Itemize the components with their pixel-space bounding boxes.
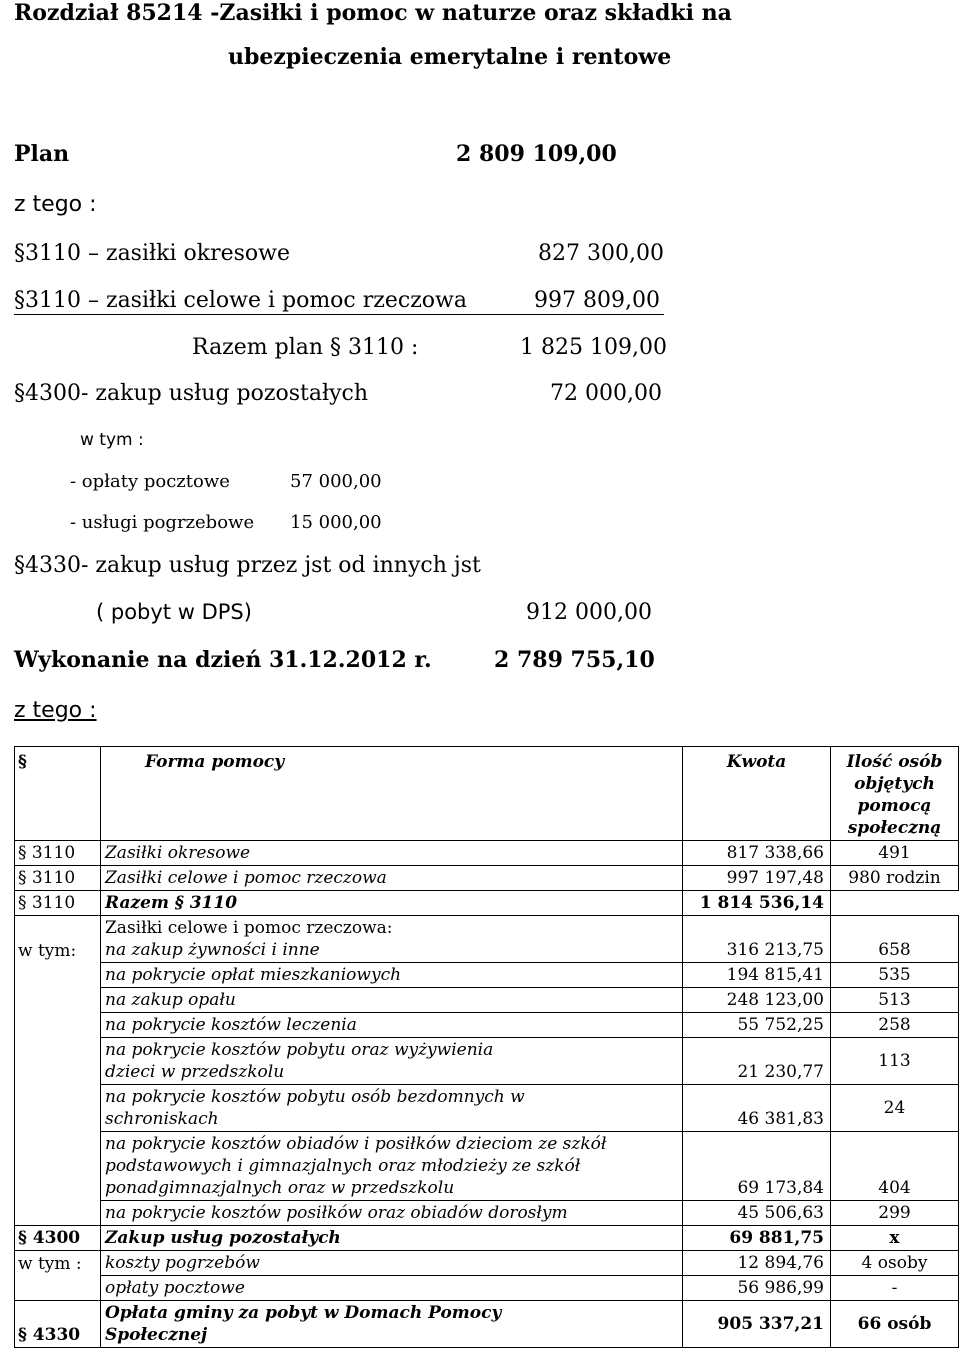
plan-z-tego: z tego : bbox=[14, 192, 97, 217]
plan-sub-pocztowe-value: 57 000,00 bbox=[290, 471, 382, 492]
row-forma-heading: Zasiłki celowe i pomoc rzeczowa: bbox=[105, 918, 393, 938]
row-ilosc: - bbox=[831, 1276, 959, 1301]
table-row bbox=[15, 1226, 959, 1251]
row-forma: Zasiłki celowe i pomoc rzeczowa bbox=[101, 866, 683, 891]
row-ilosc: 258 bbox=[831, 1013, 959, 1038]
table-row bbox=[15, 1301, 959, 1348]
row-ilosc bbox=[831, 891, 959, 916]
row-kwota: 45 506,63 bbox=[683, 1201, 831, 1226]
table-row bbox=[15, 963, 959, 988]
row-ilosc: 491 bbox=[831, 841, 959, 866]
row-ilosc: 113 bbox=[831, 1038, 959, 1085]
table-row bbox=[15, 891, 959, 916]
wykonanie-label: Wykonanie na dzień 31.12.2012 r. bbox=[14, 647, 432, 673]
table-row bbox=[15, 866, 959, 891]
row-par: w tym: bbox=[15, 916, 101, 963]
row-ilosc: x bbox=[831, 1226, 959, 1251]
row-kwota: 69 881,75 bbox=[683, 1226, 831, 1251]
row-kwota: 69 173,84 bbox=[683, 1132, 831, 1201]
title-line-2: ubezpieczenia emerytalne i rentowe bbox=[228, 44, 672, 70]
title-line-1: Rozdział 85214 -Zasiłki i pomoc w naturze oraz składki na bbox=[14, 0, 732, 26]
header-ilosc: Ilość osób objętych pomocą społeczną bbox=[831, 747, 959, 841]
row-forma: Opłata gminy za pobyt w Domach Pomocy Społecznej bbox=[101, 1301, 683, 1348]
plan-row-3110-celowe-value: 997 809,00 bbox=[534, 288, 660, 313]
row-par: § 3110 bbox=[15, 841, 101, 866]
row-kwota: 997 197,48 bbox=[683, 866, 831, 891]
plan-row-4300-value: 72 000,00 bbox=[550, 381, 662, 406]
row-par bbox=[15, 963, 101, 988]
plan-sub-pocztowe-label: - opłaty pocztowe bbox=[70, 471, 230, 492]
plan-row-3110-celowe-label: §3110 – zasiłki celowe i pomoc rzeczowa bbox=[14, 288, 467, 313]
row-kwota: 817 338,66 bbox=[683, 841, 831, 866]
plan-row-4330-sublabel: ( pobyt w DPS) bbox=[96, 600, 252, 624]
plan-row-3110-okresowe-label: §3110 – zasiłki okresowe bbox=[14, 241, 290, 266]
table-header bbox=[15, 747, 959, 841]
row-par bbox=[15, 1085, 101, 1132]
row-par bbox=[15, 988, 101, 1013]
table-row bbox=[15, 988, 959, 1013]
row-par bbox=[15, 1276, 101, 1301]
row-kwota: 46 381,83 bbox=[683, 1085, 831, 1132]
row-par: § 4300 bbox=[15, 1226, 101, 1251]
row-par: § 3110 bbox=[15, 891, 101, 916]
table-row bbox=[15, 1251, 959, 1276]
plan-row-4330-value: 912 000,00 bbox=[526, 600, 652, 625]
row-forma: na pokrycie kosztów posiłków oraz obiadów dorosłym bbox=[101, 1201, 683, 1226]
plan-row-4300-label: §4300- zakup usług pozostałych bbox=[14, 381, 368, 406]
table-row bbox=[15, 1201, 959, 1226]
header-kwota: Kwota bbox=[683, 747, 831, 841]
row-par: § 3110 bbox=[15, 866, 101, 891]
row-forma: na pokrycie kosztów pobytu osób bezdomnych w schroniskach bbox=[101, 1085, 683, 1132]
plan-sub-pogrzebowe-value: 15 000,00 bbox=[290, 512, 382, 533]
row-ilosc: 299 bbox=[831, 1201, 959, 1226]
row-kwota: 12 894,76 bbox=[683, 1251, 831, 1276]
plan-sub-pogrzebowe-label: - usługi pogrzebowe bbox=[70, 512, 255, 533]
table-row bbox=[15, 1038, 959, 1085]
row-par: w tym : bbox=[15, 1251, 101, 1276]
plan-razem-value: 1 825 109,00 bbox=[520, 335, 667, 360]
row-forma: na zakup żywności i inne bbox=[105, 940, 320, 960]
wykonanie-z-tego: z tego : bbox=[14, 698, 97, 723]
row-kwota: 21 230,77 bbox=[683, 1038, 831, 1085]
plan-razem-label: Razem plan § 3110 : bbox=[192, 335, 419, 360]
wykonanie-value: 2 789 755,10 bbox=[494, 647, 655, 673]
row-ilosc: 535 bbox=[831, 963, 959, 988]
row-kwota: 905 337,21 bbox=[683, 1301, 831, 1348]
row-forma: na pokrycie kosztów obiadów i posiłków dzieciom ze szkół podstawowych i gimnazjalnych oraz młodzieży ze szkół ponadgimnazjalnych oraz w przedszkolu bbox=[101, 1132, 683, 1201]
row-forma: koszty pogrzebów bbox=[101, 1251, 683, 1276]
row-kwota: 194 815,41 bbox=[683, 963, 831, 988]
row-ilosc: 66 osób bbox=[831, 1301, 959, 1348]
plan-row-3110-okresowe-value: 827 300,00 bbox=[538, 241, 664, 266]
plan-w-tym: w tym : bbox=[80, 430, 144, 450]
plan-label: Plan bbox=[14, 141, 70, 167]
header-forma: Forma pomocy bbox=[101, 747, 683, 841]
row-par bbox=[15, 1132, 101, 1201]
row-kwota: 248 123,00 bbox=[683, 988, 831, 1013]
row-kwota: 1 814 536,14 bbox=[683, 891, 831, 916]
row-forma: Razem § 3110 bbox=[101, 891, 683, 916]
table-row bbox=[15, 1132, 959, 1201]
plan-sum-rule bbox=[14, 314, 664, 315]
plan-row-4330-label: §4330- zakup usług przez jst od innych jst bbox=[14, 553, 481, 578]
row-par bbox=[15, 1038, 101, 1085]
row-forma: na pokrycie kosztów pobytu oraz wyżywienia dzieci w przedszkolu bbox=[101, 1038, 683, 1085]
execution-table bbox=[14, 746, 959, 1348]
table-row bbox=[15, 1085, 959, 1132]
row-forma: na zakup opału bbox=[101, 988, 683, 1013]
table-row bbox=[15, 1013, 959, 1038]
row-forma: na pokrycie kosztów leczenia bbox=[101, 1013, 683, 1038]
row-ilosc: 404 bbox=[831, 1132, 959, 1201]
row-ilosc: 24 bbox=[831, 1085, 959, 1132]
plan-value: 2 809 109,00 bbox=[456, 141, 617, 167]
row-forma: opłaty pocztowe bbox=[101, 1276, 683, 1301]
row-ilosc: 980 rodzin bbox=[831, 866, 959, 891]
table-row bbox=[15, 841, 959, 866]
row-par bbox=[15, 1013, 101, 1038]
row-kwota: 316 213,75 bbox=[683, 916, 831, 963]
row-ilosc: 513 bbox=[831, 988, 959, 1013]
row-par: § 4330 bbox=[15, 1301, 101, 1348]
row-forma: Zakup usług pozostałych bbox=[101, 1226, 683, 1251]
row-kwota: 56 986,99 bbox=[683, 1276, 831, 1301]
header-paragraph: § bbox=[15, 747, 101, 841]
table-row bbox=[15, 916, 959, 963]
table-row bbox=[15, 1276, 959, 1301]
row-ilosc: 658 bbox=[831, 916, 959, 963]
row-par bbox=[15, 1201, 101, 1226]
row-forma: Zasiłki okresowe bbox=[101, 841, 683, 866]
row-kwota: 55 752,25 bbox=[683, 1013, 831, 1038]
row-forma: na pokrycie opłat mieszkaniowych bbox=[101, 963, 683, 988]
row-ilosc: 4 osoby bbox=[831, 1251, 959, 1276]
